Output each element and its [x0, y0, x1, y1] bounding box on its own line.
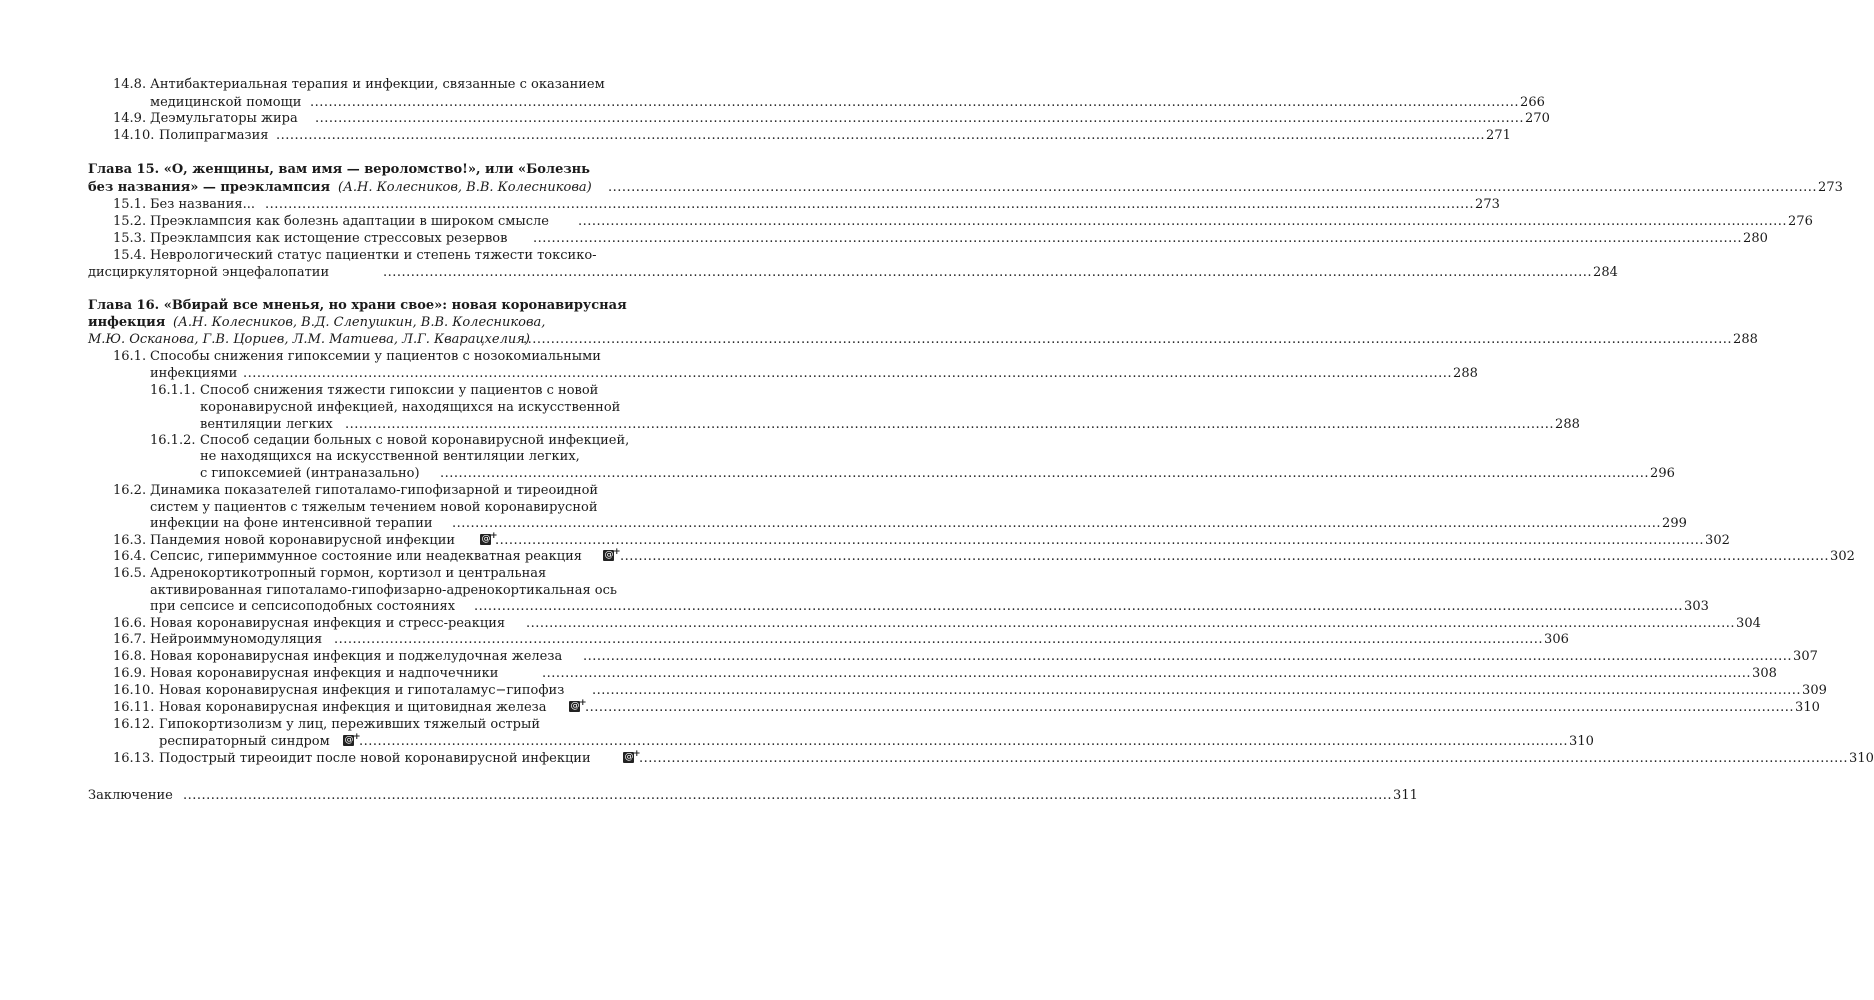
page-number: 276 [1788, 214, 1813, 229]
page-number: 271 [1486, 128, 1511, 143]
toc-entry-16-1-cont [0, 366, 1478, 382]
entry-title: Пандемия новой коронавирусной инфекции [150, 533, 456, 548]
entry-title: Способы снижения гипоксемии у пациентов с нозокомиальными [150, 349, 601, 364]
toc-entry-16-1-1-cont [0, 400, 800, 416]
entry-number: 16.5. [113, 566, 147, 581]
toc-entry-16-12 [0, 717, 800, 733]
entry-title: респираторный синдром [159, 734, 330, 749]
page-number: 273 [1818, 180, 1843, 195]
chapter-title: Глава 15. «О, женщины, вам имя — вероломство!», или «Болезнь [88, 162, 590, 177]
entry-number: 15.4. [113, 248, 147, 263]
online-resource-icon: @ + [624, 749, 641, 762]
chapter-authors: (А.Н. Колесников, В.Д. Слепушкин, В.В. Колесникова, [173, 315, 546, 330]
dot-leader: ..................................................................................................................................................................................................................................................................... [310, 95, 1520, 110]
page-number: 273 [1475, 197, 1500, 212]
dot-leader: ..................................................................................................................................................................................................................................................................... [315, 111, 1525, 126]
dot-leader: ..................................................................................................................................................................................................................................................................... [585, 700, 1795, 715]
dot-leader: ..................................................................................................................................................................................................................................................................... [495, 533, 1705, 548]
entry-title: Деэмульгаторы жира [150, 111, 298, 126]
chapter-title: Глава 16. «Вбирай все мненья, но храни свое»: новая коронавирусная [88, 298, 627, 313]
entry-number: 16.3. [113, 533, 147, 548]
online-resource-icon: @ + [481, 531, 498, 544]
entry-title: Способ седации больных с новой коронавирусной инфекцией, [200, 433, 630, 448]
toc-entry-16-2 [0, 483, 800, 499]
entry-title: Без названия... [150, 197, 255, 212]
page-number: 299 [1662, 516, 1687, 531]
page-number: 288 [1733, 332, 1758, 347]
dot-leader: ..................................................................................................................................................................................................................................................................... [265, 197, 1475, 212]
entry-title: систем у пациентов с тяжелым течением новой коронавирусной [150, 500, 598, 515]
toc-entry-16-5-cont [0, 583, 800, 599]
chapter-16-heading [0, 298, 800, 314]
entry-title: Динамика показателей гипоталамо-гипофизарной и тиреоидной [150, 483, 599, 498]
entry-title: Подострый тиреоидит после новой коронавирусной инфекции [159, 751, 591, 766]
dot-leader: ..................................................................................................................................................................................................................................................................... [542, 666, 1752, 681]
entry-title: Сепсис, гипериммунное состояние или неадекватная реакция [150, 549, 583, 564]
entry-number: 16.1.1. [150, 383, 196, 398]
toc-entry-16-11 [0, 698, 1820, 716]
entry-title: не находящихся на искусственной вентиляции легких, [200, 449, 580, 464]
page-number: 288 [1555, 417, 1580, 432]
entry-title: активированная гипоталамо-гипофизарно-адренокортикальная ось [150, 583, 617, 598]
toc-entry-16-1-1 [0, 383, 800, 399]
chapter-15-heading [0, 162, 800, 178]
entry-number: 16.4. [113, 549, 147, 564]
entry-title: с гипоксемией (интраназально) [200, 466, 420, 481]
entry-title: Новая коронавирусная инфекция и поджелудочная железа [150, 649, 563, 664]
page-number: 311 [1393, 788, 1418, 803]
entry-title: Адренокортикотропный гормон, кортизол и центральная [150, 566, 547, 581]
toc-entry-16-8 [0, 649, 1818, 665]
dot-leader: ..................................................................................................................................................................................................................................................................... [608, 180, 1818, 195]
entry-number: 16.7. [113, 632, 147, 647]
toc-entry-16-2-cont [0, 500, 800, 516]
toc-entry-16-7 [0, 632, 1569, 648]
dot-leader: ..................................................................................................................................................................................................................................................................... [523, 332, 1733, 347]
toc-entry-16-1-2-cont2 [0, 466, 1675, 482]
entry-title: вентиляции легких [200, 417, 333, 432]
toc-entry-16-13 [0, 749, 1874, 767]
entry-title: Способ снижения тяжести гипоксии у пациентов с новой [200, 383, 599, 398]
entry-title: инфекции на фоне интенсивной терапии [150, 516, 433, 531]
entry-title: Полипрагмазия [159, 128, 269, 143]
entry-number: 16.6. [113, 616, 147, 631]
dot-leader: ..................................................................................................................................................................................................................................................................... [345, 417, 1555, 432]
toc-entry-16-10 [0, 683, 1827, 699]
page-number: 270 [1525, 111, 1550, 126]
toc-entry-16-5-cont2 [0, 599, 1709, 615]
dot-leader: ..................................................................................................................................................................................................................................................................... [639, 751, 1849, 766]
dot-leader: ..................................................................................................................................................................................................................................................................... [440, 466, 1650, 481]
page-number: 310 [1795, 700, 1820, 715]
entry-title: коронавирусной инфекцией, находящихся на искусственной [200, 400, 621, 415]
online-resource-icon: @ + [344, 732, 361, 745]
dot-leader: ..................................................................................................................................................................................................................................................................... [359, 734, 1569, 749]
page-number: 309 [1802, 683, 1827, 698]
dot-leader: ..................................................................................................................................................................................................................................................................... [620, 549, 1830, 564]
chapter-15-heading-cont [0, 180, 1843, 196]
entry-title: Новая коронавирусная инфекция и гипоталамус−гипофиз [159, 683, 565, 698]
entry-number: 16.12. [113, 717, 155, 732]
entry-title: Преэклампсия как истощение стрессовых резервов [150, 231, 508, 246]
entry-title: Преэклампсия как болезнь адаптации в широком смысле [150, 214, 549, 229]
chapter-title: инфекция [88, 315, 166, 330]
page-number: 288 [1453, 366, 1478, 381]
entry-title: Гипокортизолизм у лиц, переживших тяжелый острый [159, 717, 541, 732]
toc-entry-16-1-1-cont2 [0, 417, 1580, 433]
toc-entry-16-1 [0, 349, 800, 365]
dot-leader: ..................................................................................................................................................................................................................................................................... [533, 231, 1743, 246]
entry-title: Новая коронавирусная инфекция и щитовидная железа [159, 700, 547, 715]
entry-title: Новая коронавирусная инфекция и стресс-реакция [150, 616, 506, 631]
dot-leader: ..................................................................................................................................................................................................................................................................... [276, 128, 1486, 143]
dot-leader: ..................................................................................................................................................................................................................................................................... [526, 616, 1736, 631]
online-resource-icon: @ + [570, 698, 587, 711]
toc-entry-14-8-cont [0, 95, 1545, 111]
page-number: 302 [1705, 533, 1730, 548]
page-number: 303 [1684, 599, 1709, 614]
page-number: 302 [1830, 549, 1855, 564]
online-resource-icon: @ + [604, 547, 621, 560]
dot-leader: ..................................................................................................................................................................................................................................................................... [592, 683, 1802, 698]
chapter-title: без названия» — преэклампсия [88, 180, 331, 195]
toc-entry-16-5 [0, 566, 800, 582]
toc-entry-16-1-2-cont [0, 449, 800, 465]
toc-entry-15-3 [0, 231, 1768, 247]
entry-number: 15.3. [113, 231, 147, 246]
entry-title: Неврологический статус пациентки и степень тяжести токсико- [150, 248, 597, 263]
toc-entry-16-6 [0, 616, 1761, 632]
dot-leader: ..................................................................................................................................................................................................................................................................... [578, 214, 1788, 229]
toc-entry-16-9 [0, 666, 1777, 682]
entry-title: Новая коронавирусная инфекция и надпочечники [150, 666, 499, 681]
dot-leader: ..................................................................................................................................................................................................................................................................... [583, 649, 1793, 664]
toc-entry-conclusion [0, 788, 1418, 804]
entry-number: 15.2. [113, 214, 147, 229]
chapter-authors: (А.Н. Колесников, В.В. Колесникова) [338, 180, 592, 195]
toc-entry-15-2 [0, 214, 1813, 230]
page-number: 266 [1520, 95, 1545, 110]
toc-entry-14-8 [0, 77, 800, 93]
toc-entry-15-1 [0, 197, 1500, 213]
page-number: 304 [1736, 616, 1761, 631]
toc-entry-14-10 [0, 128, 1511, 144]
entry-title: Нейроиммуномодуляция [150, 632, 323, 647]
entry-title: дисциркуляторной энцефалопатии [88, 265, 330, 280]
entry-title: при сепсисе и сепсисоподобных состояниях [150, 599, 456, 614]
entry-number: 16.1.2. [150, 433, 196, 448]
page-number: 307 [1793, 649, 1818, 664]
dot-leader: ..................................................................................................................................................................................................................................................................... [243, 366, 1453, 381]
chapter-authors: М.Ю. Осканова, Г.В. Цориев, Л.М. Матиева, Л.Г. Кварацхелия) [88, 332, 530, 347]
entry-number: 14.10. [113, 128, 155, 143]
entry-number: 15.1. [113, 197, 147, 212]
toc-entry-16-3 [0, 531, 1730, 549]
page-number: 284 [1593, 265, 1618, 280]
entry-number: 16.8. [113, 649, 147, 664]
entry-number: 16.10. [113, 683, 155, 698]
dot-leader: ..................................................................................................................................................................................................................................................................... [452, 516, 1662, 531]
dot-leader: ..................................................................................................................................................................................................................................................................... [334, 632, 1544, 647]
entry-title: инфекциями [150, 366, 238, 381]
toc-entry-16-12-cont [0, 732, 1594, 750]
page-number: 310 [1849, 751, 1874, 766]
toc-entry-14-9 [0, 111, 1550, 127]
dot-leader: ..................................................................................................................................................................................................................................................................... [383, 265, 1593, 280]
page-number: 310 [1569, 734, 1594, 749]
toc-entry-15-4 [0, 248, 800, 264]
chapter-16-heading-cont [0, 315, 800, 331]
entry-number: 14.8. [113, 77, 147, 92]
entry-title: медицинской помощи [150, 95, 302, 110]
entry-title: Заключение [88, 788, 173, 803]
entry-number: 16.11. [113, 700, 155, 715]
page-number: 280 [1743, 231, 1768, 246]
dot-leader: ..................................................................................................................................................................................................................................................................... [474, 599, 1684, 614]
toc-entry-16-2-cont2 [0, 516, 1687, 532]
page-number: 296 [1650, 466, 1675, 481]
page-number: 308 [1752, 666, 1777, 681]
toc-entry-16-1-2 [0, 433, 800, 449]
entry-number: 16.2. [113, 483, 147, 498]
entry-number: 16.1. [113, 349, 147, 364]
chapter-16-authors-cont [0, 332, 1758, 348]
entry-title: Антибактериальная терапия и инфекции, связанные с оказанием [150, 77, 605, 92]
entry-number: 16.13. [113, 751, 155, 766]
dot-leader: ..................................................................................................................................................................................................................................................................... [183, 788, 1393, 803]
entry-number: 14.9. [113, 111, 147, 126]
toc-entry-16-4 [0, 547, 1855, 565]
toc-entry-15-4-cont [0, 265, 1618, 281]
page-number: 306 [1544, 632, 1569, 647]
entry-number: 16.9. [113, 666, 147, 681]
